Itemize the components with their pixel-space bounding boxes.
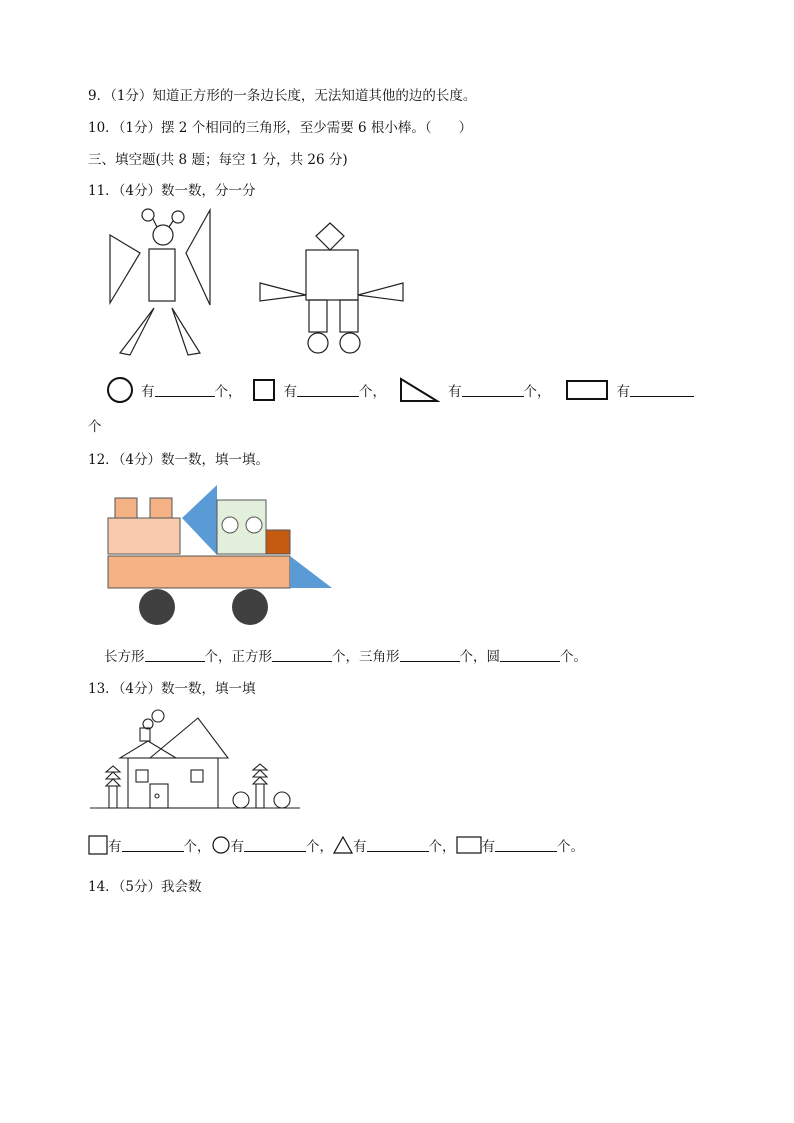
tree-right-trunk	[256, 784, 264, 808]
label-you: 有	[283, 384, 297, 400]
label-ge: 个，	[359, 384, 386, 400]
circle-icon	[211, 835, 231, 855]
label-you: 有	[481, 839, 495, 855]
figure1-left-wing	[110, 235, 140, 303]
tree-right-mid	[253, 770, 267, 777]
question-14-title-text: 14．（5分）我会数	[88, 879, 202, 895]
truck-front-triangle	[182, 485, 217, 555]
figure1-antenna-right	[172, 211, 184, 223]
question-11-title-text: 11．（4分）数一数，分一分	[88, 183, 256, 199]
ball-left	[233, 792, 249, 808]
truck-window-circle-right	[246, 517, 262, 533]
truck-rear-triangle	[290, 556, 332, 588]
roof-right-triangle	[150, 718, 228, 758]
door-knob	[155, 794, 159, 798]
truck-cabin	[108, 518, 180, 554]
figure2-head	[316, 223, 344, 250]
tree-right-top	[253, 764, 267, 770]
label-ge: 个，	[214, 384, 242, 400]
truck-bed	[108, 556, 290, 588]
label-you: 有	[141, 384, 155, 400]
label-triangle: 个，三角形	[332, 649, 400, 665]
label-you: 有	[353, 839, 367, 855]
tree-left-bottom	[106, 779, 120, 786]
figure2-right-arm	[358, 283, 403, 301]
rectangle-icon	[456, 836, 482, 854]
blank-triangle-count[interactable]	[462, 384, 524, 397]
blank-square-count[interactable]	[272, 649, 332, 662]
section-heading	[88, 148, 348, 168]
blank-rectangle-count[interactable]	[495, 839, 557, 852]
label-ge-last: 个	[88, 419, 102, 435]
figure1-body	[149, 249, 175, 301]
label-circle: 个，圆	[459, 649, 500, 665]
blank-square-count[interactable]	[297, 384, 359, 397]
question-12-answers	[104, 645, 587, 665]
label-ge: 个，	[306, 839, 333, 855]
robot-figures	[100, 205, 420, 365]
truck-wheel-right	[232, 589, 268, 625]
label-end: 个。	[560, 649, 587, 665]
label-rectangle: 长方形	[104, 649, 145, 665]
figure1-right-leg	[172, 308, 200, 355]
label-end: 个。	[557, 839, 584, 855]
triangle-icon	[398, 376, 440, 404]
window-right	[191, 770, 203, 782]
question-12-title-text: 12．（4分）数一数，填一填。	[88, 452, 270, 468]
figure1-right-wing	[186, 210, 210, 305]
section-heading-text: 三、填空题(共 8 题；每空 1 分，共 26 分)	[88, 152, 348, 168]
truck-window-circle-left	[222, 517, 238, 533]
blank-rectangle-count[interactable]	[630, 384, 694, 397]
blank-circle-count[interactable]	[155, 384, 215, 397]
tree-left-trunk	[109, 786, 117, 808]
truck-chimney-right	[150, 498, 172, 518]
square-icon	[88, 835, 108, 855]
truck-figure	[100, 480, 340, 630]
question-11-title	[88, 179, 256, 199]
tree-left-top	[106, 766, 120, 772]
figure2-left-arm	[260, 283, 306, 301]
ball-right	[274, 792, 290, 808]
figure2-right-foot	[340, 333, 360, 353]
figure1-left-leg	[120, 308, 154, 355]
figure2-right-leg	[340, 300, 358, 332]
house-figure	[88, 708, 303, 813]
question-9	[88, 84, 476, 104]
truck-wheel-left	[139, 589, 175, 625]
square-icon	[252, 378, 276, 402]
rectangle-icon	[565, 379, 609, 401]
truck-chimney-left	[115, 498, 137, 518]
circle-icon	[105, 375, 135, 405]
label-you: 有	[230, 839, 244, 855]
question-13-title	[88, 677, 256, 697]
label-ge: 个，	[523, 384, 551, 400]
label-you: 有	[616, 384, 630, 400]
smoke-circle-large	[152, 710, 164, 722]
blank-triangle-count[interactable]	[400, 649, 460, 662]
question-11-answers	[105, 375, 694, 405]
truck-small-square	[266, 530, 290, 554]
tree-right-bottom	[253, 777, 267, 784]
blank-square-count[interactable]	[122, 839, 184, 852]
question-11-trailing	[88, 415, 102, 435]
question-9-text: 9．（1分）知道正方形的一条边长度，无法知道其他的边的长度。	[88, 88, 477, 104]
blank-rectangle-count[interactable]	[145, 649, 205, 662]
tree-left-mid	[106, 772, 120, 779]
blank-circle-count[interactable]	[500, 649, 560, 662]
figure2-left-leg	[309, 300, 327, 332]
label-you: 有	[108, 839, 122, 855]
blank-triangle-count[interactable]	[367, 839, 429, 852]
window-left	[136, 770, 148, 782]
house-body	[128, 758, 218, 808]
question-14-title	[88, 875, 202, 895]
label-you: 有	[448, 384, 462, 400]
figure1-head	[153, 225, 173, 245]
question-10	[88, 116, 472, 136]
figure2-left-foot	[308, 333, 328, 353]
figure1-antenna-left	[142, 209, 154, 221]
figure2-body	[306, 250, 358, 300]
triangle-icon	[333, 836, 353, 854]
label-ge: 个，	[428, 839, 456, 855]
blank-circle-count[interactable]	[244, 839, 306, 852]
question-13-answers	[88, 835, 584, 855]
question-10-text: 10．（1分）摆 2 个相同的三角形，至少需要 6 根小棒。（ ）	[88, 120, 473, 136]
label-square: 个，正方形	[204, 649, 272, 665]
label-ge: 个，	[183, 839, 211, 855]
question-12-title	[88, 448, 269, 468]
question-13-title-text: 13．（4分）数一数，填一填	[88, 681, 256, 697]
chimney-rect	[140, 728, 150, 741]
